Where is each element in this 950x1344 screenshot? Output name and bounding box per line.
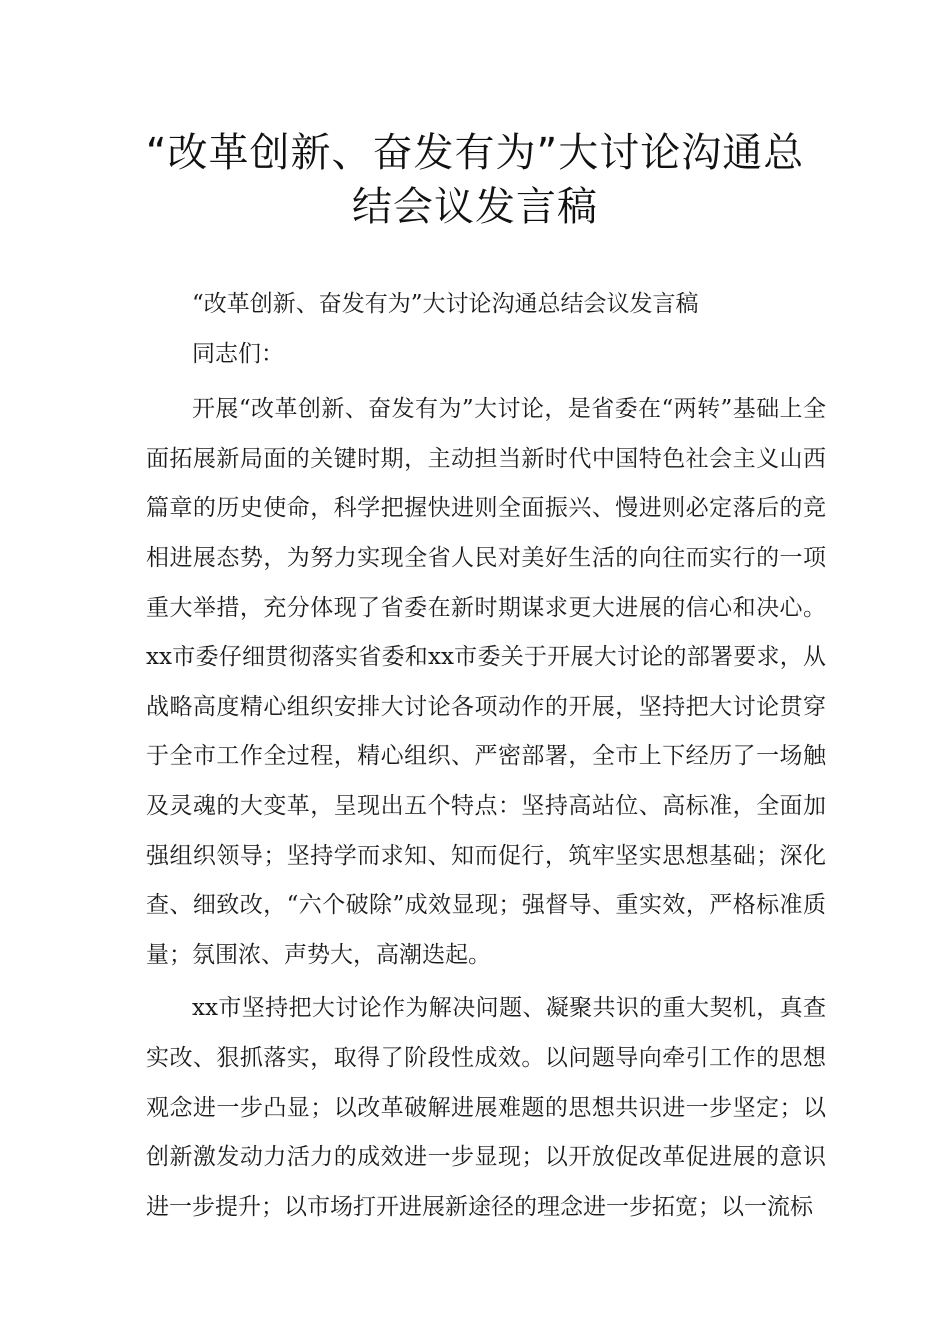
document-body <box>146 280 826 1232</box>
title-line-2: 结会议发言稿 <box>352 184 598 230</box>
greeting: 同志们： <box>192 340 284 367</box>
paragraph-1: 开展“改革创新、奋发有为”大讨论，是省委在“两转”基础上全面拓展新局面的关键时期，主动担当新时代中国特色社会主义山西篇章的历史使命，科学把握快进则全面振兴、慢进则必定落后的竞相进展态势，为努力实现全省人民对美好生活的向往而实行的一项重大举措，充分体现了省委在新时期谋求更大进展的信心和决心。xx市委仔细贯彻落实省委和xx市委关于开展大讨论的部署要求，从战略高度精心组织安排大讨论各项动作的开展，坚持把大讨论贯穿于全市工作全过程，精心组织、严密部署，全市上下经历了一场触及灵魂的大变革，呈现出五个特点：坚持高站位、高标准，全面加强组织领导；坚持学而求知、知而促行，筑牢坚实思想基础；深化查、细致改，“六个破除”成效显现；强督导、重实效，严格标准质量；氛围浓、声势大，高潮迭起。 <box>146 396 826 968</box>
paragraph-2: xx市坚持把大讨论作为解决问题、凝聚共识的重大契机，真查实改、狠抓落实，取得了阶段性成效。以问题导向牵引工作的思想观念进一步凸显；以改革破解进展难题的思想共识进一步坚定；以创新激发动力活力的成效进一步显现；以开放促改革促进展的意识进一步提升；以市场打开进展新途径的理念进一步拓宽；以一流标 <box>146 995 826 1220</box>
title-line-1: “改革创新、奋发有为”大讨论沟通总 <box>145 130 805 176</box>
document-subtitle: “改革创新、奋发有为”大讨论沟通总结会议发言稿 <box>192 291 699 317</box>
document-title <box>100 126 850 234</box>
